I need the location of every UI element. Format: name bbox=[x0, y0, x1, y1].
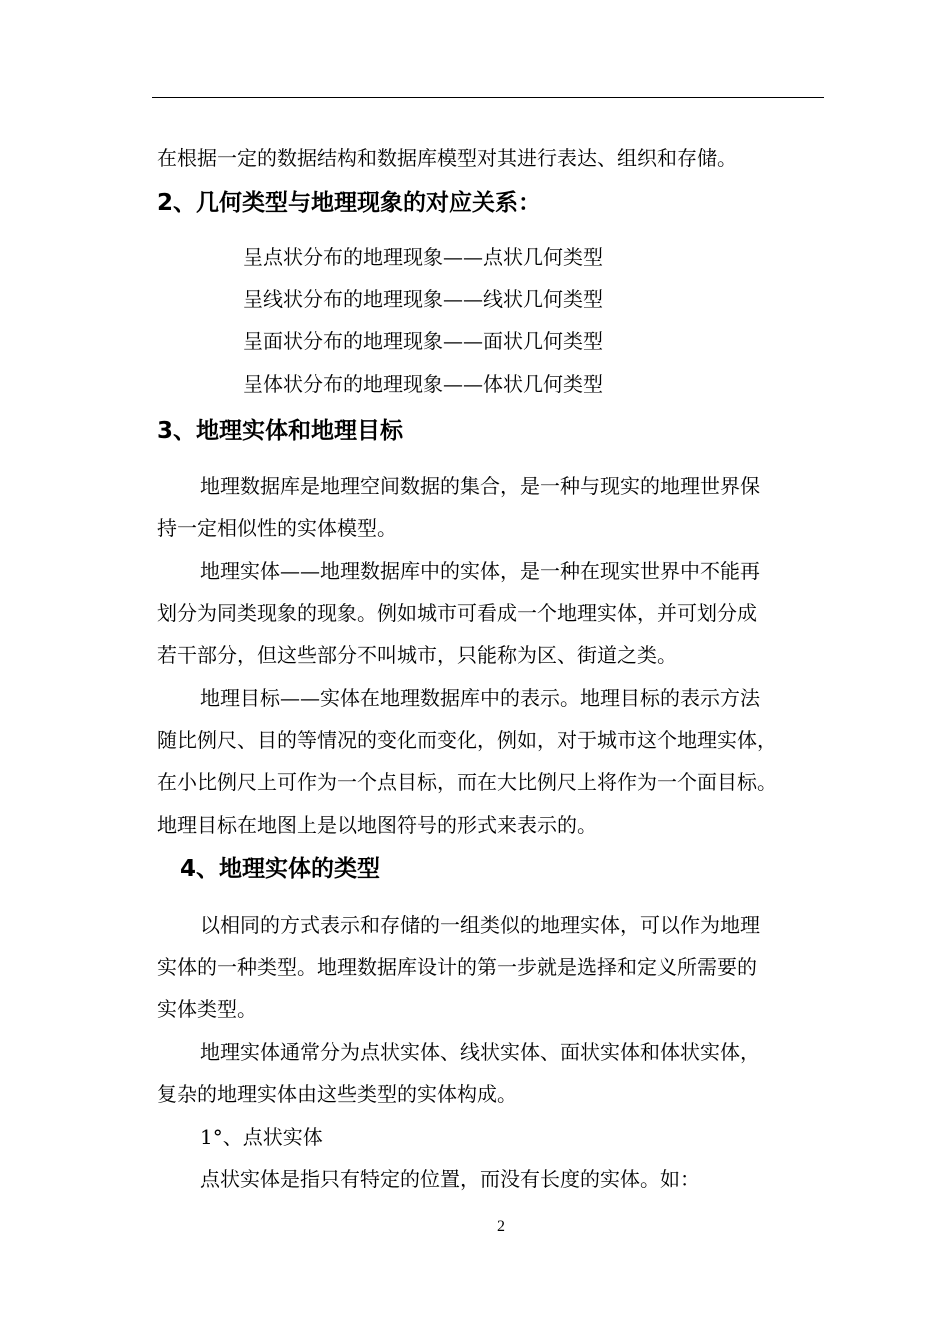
paragraph-line: 若干部分，但这些部分不叫城市，只能称为区、街道之类。 bbox=[157, 643, 677, 667]
header-rule bbox=[152, 97, 824, 98]
paragraph-line: 以相同的方式表示和存储的一组类似的地理实体，可以作为地理 bbox=[200, 913, 760, 937]
list-item: 呈点状分布的地理现象——点状几何类型 bbox=[243, 245, 603, 269]
paragraph-line: 持一定相似性的实体模型。 bbox=[157, 516, 397, 540]
list-item: 呈面状分布的地理现象——面状几何类型 bbox=[243, 329, 603, 353]
paragraph-line: 实体的一种类型。地理数据库设计的第一步就是选择和定义所需要的 bbox=[157, 955, 757, 979]
section3-heading: 3、地理实体和地理目标 bbox=[157, 418, 404, 444]
paragraph-line: 在小比例尺上可作为一个点目标，而在大比例尺上将作为一个面目标。 bbox=[157, 770, 777, 794]
paragraph-line: 复杂的地理实体由这些类型的实体构成。 bbox=[157, 1082, 517, 1106]
section4-heading: 4、地理实体的类型 bbox=[180, 856, 381, 882]
intro-text: 在根据一定的数据结构和数据库模型对其进行表达、组织和存储。 bbox=[157, 146, 737, 170]
paragraph-line: 地理目标在地图上是以地图符号的形式来表示的。 bbox=[157, 813, 597, 837]
list-item: 呈体状分布的地理现象——体状几何类型 bbox=[243, 372, 603, 396]
paragraph-line: 点状实体是指只有特定的位置，而没有长度的实体。如： bbox=[200, 1167, 700, 1191]
paragraph-line: 实体类型。 bbox=[157, 997, 257, 1021]
paragraph-line: 地理实体通常分为点状实体、线状实体、面状实体和体状实体， bbox=[200, 1040, 760, 1064]
subsection-heading: 1°、点状实体 bbox=[200, 1125, 323, 1149]
section2-heading: 2、几何类型与地理现象的对应关系： bbox=[157, 190, 542, 216]
paragraph-line: 地理数据库是地理空间数据的集合，是一种与现实的地理世界保 bbox=[200, 474, 760, 498]
paragraph-line: 划分为同类现象的现象。例如城市可看成一个地理实体，并可划分成 bbox=[157, 601, 757, 625]
paragraph-line: 地理目标——实体在地理数据库中的表示。地理目标的表示方法 bbox=[200, 686, 760, 710]
paragraph-line: 随比例尺、目的等情况的变化而变化，例如，对于城市这个地理实体， bbox=[157, 728, 777, 752]
paragraph-line: 地理实体——地理数据库中的实体，是一种在现实世界中不能再 bbox=[200, 559, 760, 583]
page-number: 2 bbox=[497, 1218, 505, 1235]
list-item: 呈线状分布的地理现象——线状几何类型 bbox=[243, 287, 603, 311]
